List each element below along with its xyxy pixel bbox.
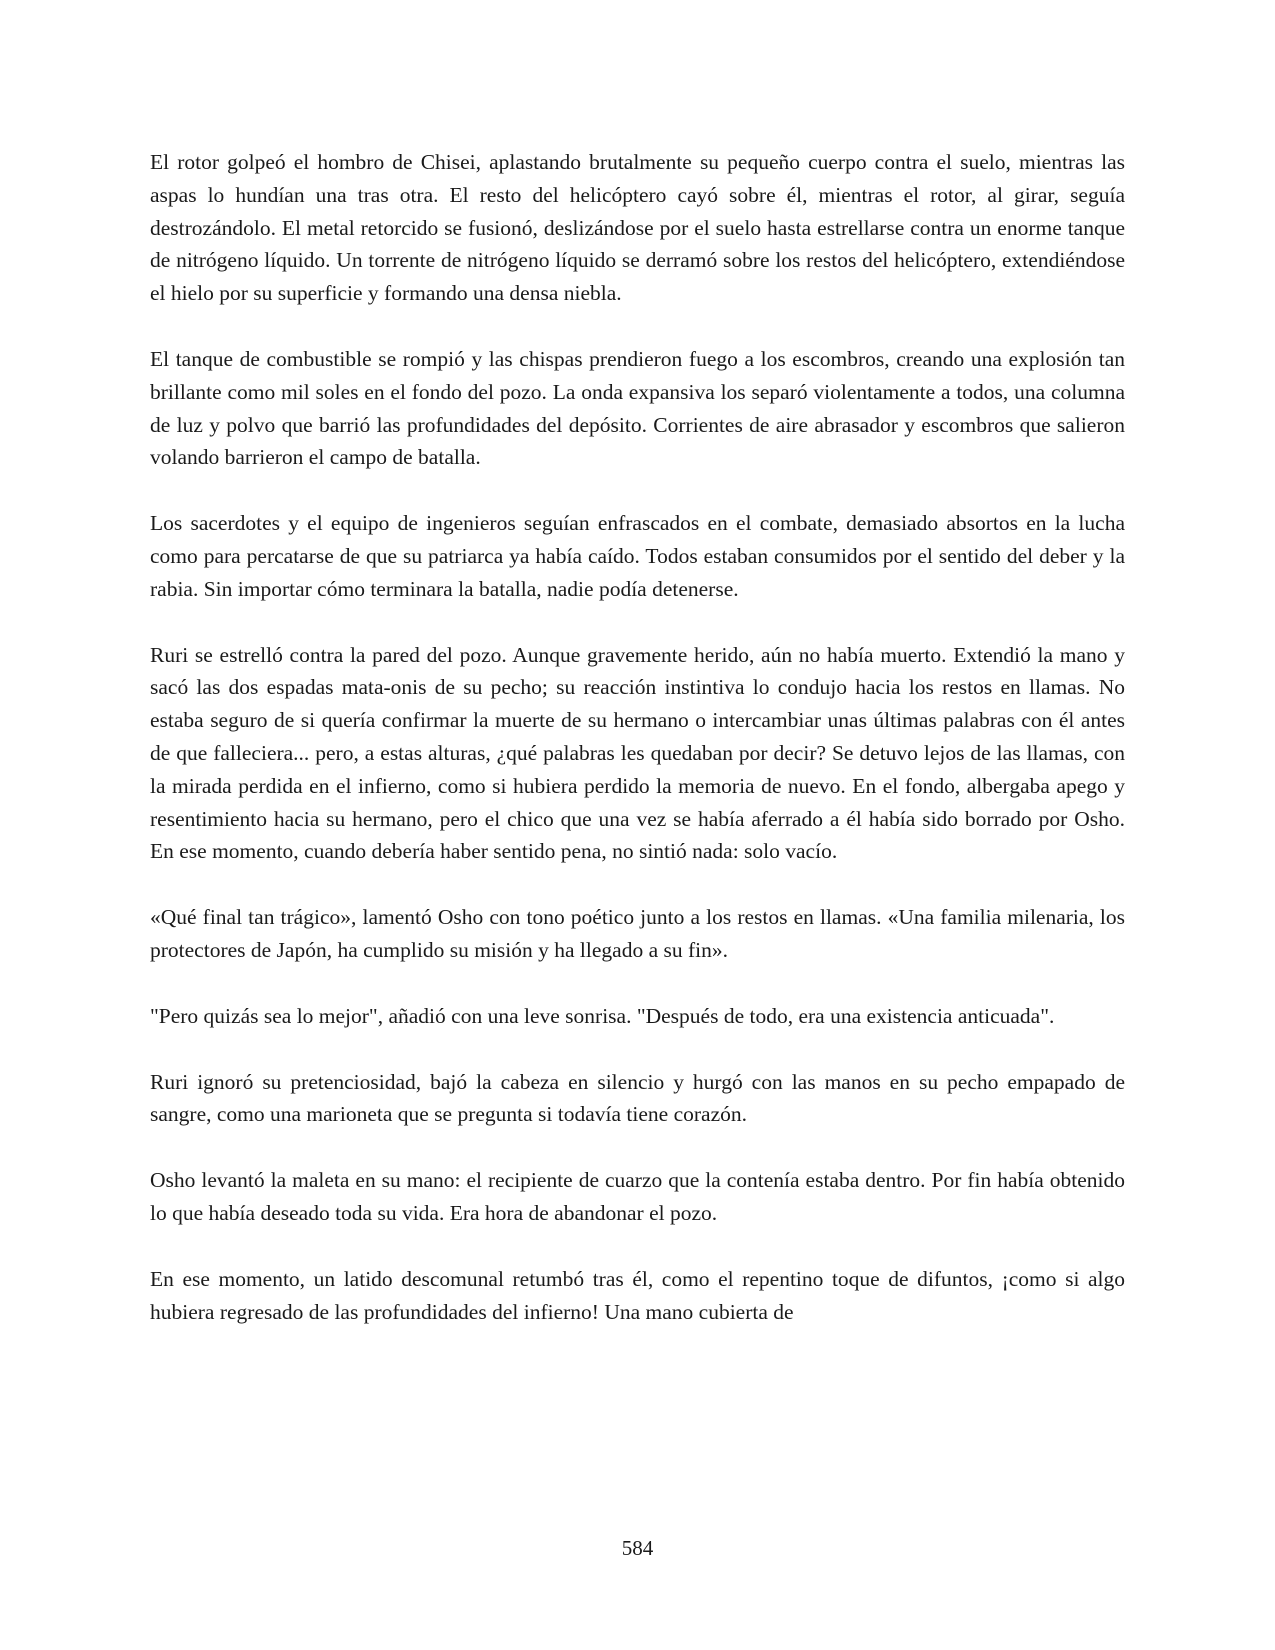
paragraph: Osho levantó la maleta en su mano: el recipiente de cuarzo que la contenía estaba dentro. Por fin había obtenido lo que había deseado toda su vida. Era hora de abandonar el pozo.	[150, 1168, 1125, 1225]
paragraph: Ruri se estrelló contra la pared del pozo. Aunque gravemente herido, aún no había muerto. Extendió la mano y sacó las dos espadas mata-onis de su pecho; su reacción instintiva lo condujo hacia los restos en llamas. No estaba seguro de si quería confirmar la muerte de su hermano o intercambiar unas últimas palabras con él antes de que falleciera... pero, a estas alturas, ¿qué palabras les quedaban por decir? Se detuvo lejos de las llamas, con la mirada perdida en el infierno, como si hubiera perdido la memoria de nuevo. En el fondo, albergaba apego y resentimiento hacia su hermano, pero el chico que una vez se había aferrado a él había sido borrado por Osho. En ese momento, cuando debería haber sentido pena, no sintió nada: solo vacío.	[150, 642, 1125, 864]
page-number: 584	[621, 1536, 654, 1560]
paragraph: Los sacerdotes y el equipo de ingenieros seguían enfrascados en el combate, demasiado absortos en la lucha como para percatarse de que su patriarca ya había caído. Todos estaban consumidos por el sentido del deber y la rabia. Sin importar cómo terminara la batalla, nadie podía detenerse.	[150, 511, 1125, 601]
body-text	[150, 146, 1125, 1328]
paragraph: El rotor golpeó el hombro de Chisei, aplastando brutalmente su pequeño cuerpo contra el suelo, mientras las aspas lo hundían una tras otra. El resto del helicóptero cayó sobre él, mientras el rotor, al girar, seguía destrozándolo. El metal retorcido se fusionó, deslizándose por el suelo hasta estrellarse contra un enorme tanque de nitrógeno líquido. Un torrente de nitrógeno líquido se derramó sobre los restos del helicóptero, extendiéndose el hielo por su superficie y formando una densa niebla.	[150, 150, 1125, 306]
paragraph: "Pero quizás sea lo mejor", añadió con una leve sonrisa. "Después de todo, era una existencia anticuada".	[150, 1003, 1055, 1028]
paragraph: «Qué final tan trágico», lamentó Osho con tono poético junto a los restos en llamas. «Una familia milenaria, los protectores de Japón, ha cumplido su misión y ha llegado a su fin».	[150, 905, 1125, 962]
paragraph: El tanque de combustible se rompió y las chispas prendieron fuego a los escombros, creando una explosión tan brillante como mil soles en el fondo del pozo. La onda expansiva los separó violentamente a todos, una columna de luz y polvo que barrió las profundidades del depósito. Corrientes de aire abrasador y escombros que salieron volando barrieron el campo de batalla.	[150, 346, 1125, 470]
paragraph: Ruri ignoró su pretenciosidad, bajó la cabeza en silencio y hurgó con las manos en su pecho empapado de sangre, como una marioneta que se pregunta si todavía tiene corazón.	[150, 1069, 1125, 1127]
paragraph: En ese momento, un latido descomunal retumbó tras él, como el repentino toque de difuntos, ¡como si algo hubiera regresado de las profundidades del infierno! Una mano cubierta de	[150, 1266, 1125, 1324]
